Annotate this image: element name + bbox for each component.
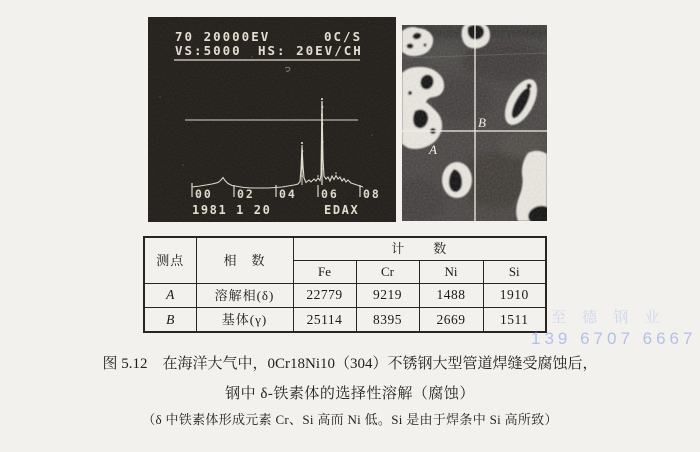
cell-b-fe: 25114 bbox=[293, 307, 356, 332]
figure-caption-line-1: 图 5.12 在海洋大气中，0Cr18Ni10（304）不锈钢大型管道焊缝受腐蚀后， bbox=[102, 356, 598, 372]
col-header-fe: Fe bbox=[293, 260, 356, 283]
col-header-counts: 计 数 bbox=[293, 237, 546, 260]
edax-brand-label: EDAX bbox=[324, 203, 360, 217]
sem-point-b-label: B bbox=[478, 115, 486, 130]
edax-vs-setting: VS:5000 bbox=[175, 43, 242, 58]
table-row-b bbox=[144, 307, 546, 332]
tick-label-08: 08 bbox=[363, 187, 381, 201]
noise-speck bbox=[159, 96, 161, 98]
figure-caption-note: （δ 中铁素体形成元素 Cr、Si 高而 Ni 低。Si 是由于焊条中 Si 高所致） bbox=[142, 412, 558, 427]
table-header-row-1 bbox=[144, 237, 546, 260]
edax-date-label: 1981 1 20 bbox=[192, 203, 272, 217]
col-header-phase: 相 数 bbox=[196, 237, 293, 283]
figure-caption-line-2: 钢中 δ-铁素体的选择性溶解（腐蚀） bbox=[225, 386, 475, 402]
cell-a-cr: 9219 bbox=[356, 283, 419, 307]
cell-b-cr: 8395 bbox=[356, 307, 419, 332]
edax-header-rate: 0C/S bbox=[324, 29, 363, 44]
cell-b-ni: 2669 bbox=[419, 307, 483, 332]
cell-a-si: 1910 bbox=[483, 283, 546, 307]
cell-a-fe: 22779 bbox=[293, 283, 356, 307]
col-header-si: Si bbox=[483, 260, 546, 283]
cell-a-ni: 1488 bbox=[419, 283, 483, 307]
col-header-cr: Cr bbox=[356, 260, 419, 283]
edax-spectrum-panel bbox=[148, 17, 396, 222]
edax-counts-table bbox=[143, 236, 547, 333]
tick-label-02: 02 bbox=[237, 187, 255, 201]
col-header-point: 测点 bbox=[144, 237, 196, 283]
cell-point-a: A bbox=[144, 283, 196, 307]
tick-label-04: 04 bbox=[279, 187, 297, 201]
cell-b-si: 1511 bbox=[483, 307, 546, 332]
cell-point-b: B bbox=[144, 307, 196, 332]
sem-point-a-label: A bbox=[429, 142, 437, 157]
col-header-ni: Ni bbox=[419, 260, 483, 283]
noise-speck bbox=[251, 56, 253, 58]
noise-speck bbox=[182, 164, 184, 166]
sem-micrograph-panel bbox=[402, 25, 547, 221]
table-row-a bbox=[144, 283, 546, 307]
watermark-phone: 139 6707 6667 bbox=[531, 329, 697, 348]
tick-label-06: 06 bbox=[321, 187, 339, 201]
cell-phase-a: 溶解相(δ) bbox=[196, 283, 293, 307]
tick-label-00: 00 bbox=[195, 187, 213, 201]
edax-hs-setting: HS: 20EV/CH bbox=[258, 43, 363, 58]
edax-header-left: 70 20000EV bbox=[175, 29, 271, 44]
sem-micrograph-svg bbox=[402, 25, 547, 221]
cell-phase-b: 基体(γ) bbox=[196, 307, 293, 332]
edax-spectrum-svg bbox=[148, 17, 396, 222]
watermark-company: 至 德 钢 业 bbox=[551, 309, 666, 326]
noise-speck bbox=[371, 134, 373, 136]
